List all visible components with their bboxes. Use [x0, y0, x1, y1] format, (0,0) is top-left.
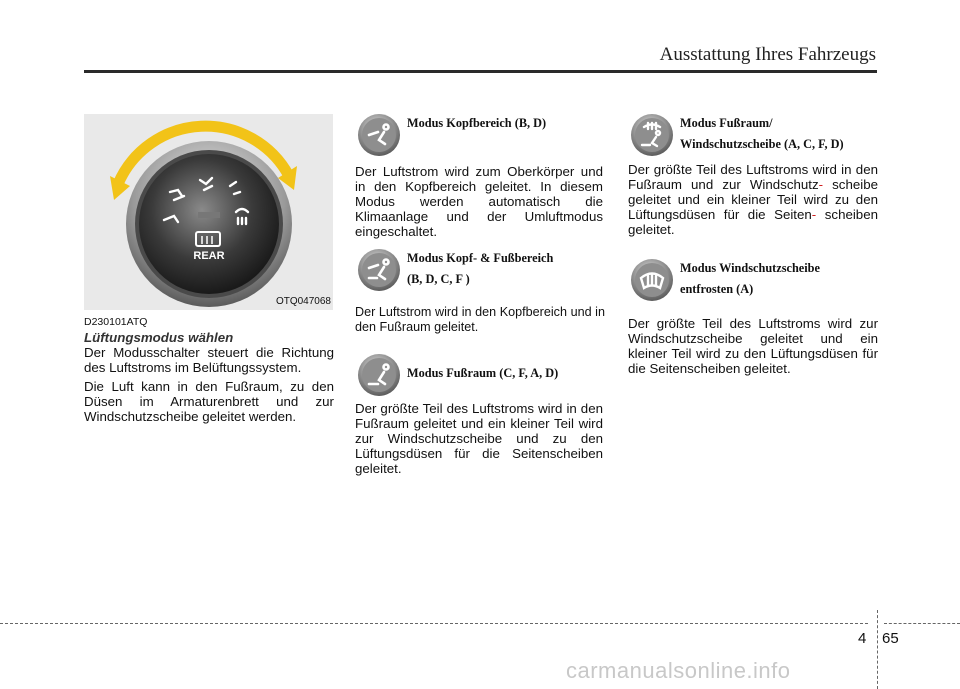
mode-floor-defrost-text-a: Der größte Teil des Luftstroms wird in den Fußraum und zur Windschutz	[628, 162, 878, 192]
section-code: D230101ATQ	[84, 316, 148, 328]
mode-defrost	[630, 258, 820, 302]
figure-code: OTQ047068	[275, 296, 331, 307]
left-paragraph-2: Die Luft kann in den Fußraum, zu den Düsen im Armaturenbrett und zur Windschutzscheibe geleitet werden.	[84, 379, 334, 424]
mode-knob-illustration	[84, 114, 333, 310]
hyphen-mark-2: -	[811, 207, 817, 222]
mode-floor	[357, 353, 558, 397]
footer-rule-right	[884, 623, 960, 624]
mode-floor-defrost-text	[628, 162, 878, 237]
mode-floor-label: Modus Fußraum (C, F, A, D)	[407, 366, 559, 380]
watermark: carmanualsonline.info	[566, 658, 791, 683]
mode-floor-defrost-text-b: scheibe geleitet und ein kleiner Teil wird zu den Lüftungsdüsen für die Seiten	[628, 177, 878, 222]
mode-face	[357, 113, 546, 157]
hyphen-mark-1: -	[818, 177, 824, 192]
chapter-number: 4	[858, 630, 867, 647]
mode-face-text: Der Luftstrom wird zum Oberkörper und in den Kopfbereich geleitet. In diesem Modus werden automatisch die Klimaanlage und der Umluftmodus eingeschaltet.	[355, 164, 603, 239]
mode-floor-defrost-label-2: Windschutzscheibe (A, C, F, D)	[680, 137, 844, 151]
defrost-icon	[630, 258, 674, 302]
mode-bilevel-label-2: (B, D, C, F )	[407, 272, 470, 286]
mode-bilevel-label-1: Modus Kopf- & Fußbereich	[407, 251, 554, 265]
footer-divider	[877, 610, 878, 689]
rear-label: REAR	[193, 250, 225, 262]
mode-knob-figure	[84, 114, 333, 310]
mode-face-label: Modus Kopfbereich (B, D)	[407, 116, 547, 130]
header-rule	[84, 70, 877, 73]
floor-defrost-icon	[630, 113, 674, 157]
face-vent-icon	[357, 113, 401, 157]
mode-defrost-label-2: entfrosten (A)	[680, 282, 754, 296]
left-paragraph-1: Der Modusschalter steuert die Richtung des Luftstroms im Belüftungssystem.	[84, 345, 334, 375]
mode-defrost-label-1: Modus Windschutzscheibe	[680, 261, 820, 275]
page-number: 65	[882, 630, 899, 647]
bi-level-vent-icon	[357, 248, 401, 292]
mode-bilevel-text: Der Luftstrom wird in den Kopfbereich und in den Fußraum geleitet.	[355, 305, 605, 334]
section-title: Lüftungsmodus wählen	[84, 330, 234, 345]
footer-rule	[0, 623, 868, 624]
mode-defrost-text: Der größte Teil des Luftstroms wird zur Windschutzscheibe geleitet und ein kleiner Teil wird zu den Lüftungsdüsen für die Seitenscheiben geleitet.	[628, 316, 878, 376]
mode-bilevel	[357, 248, 553, 292]
floor-vent-icon	[357, 353, 401, 397]
mode-floor-text: Der größte Teil des Luftstroms wird in den Fußraum geleitet und ein kleiner Teil wird zur Windschutzscheibe und zu den Lüftungsdüsen für die Seitenscheiben geleitet.	[355, 401, 603, 476]
left-column	[84, 315, 334, 424]
mode-floor-defrost	[630, 113, 844, 157]
header-title: Ausstattung Ihres Fahrzeugs	[659, 44, 876, 65]
mode-floor-defrost-label-1: Modus Fußraum/	[680, 116, 773, 130]
mode-floor-defrost-text-c: scheiben geleitet.	[628, 207, 878, 237]
